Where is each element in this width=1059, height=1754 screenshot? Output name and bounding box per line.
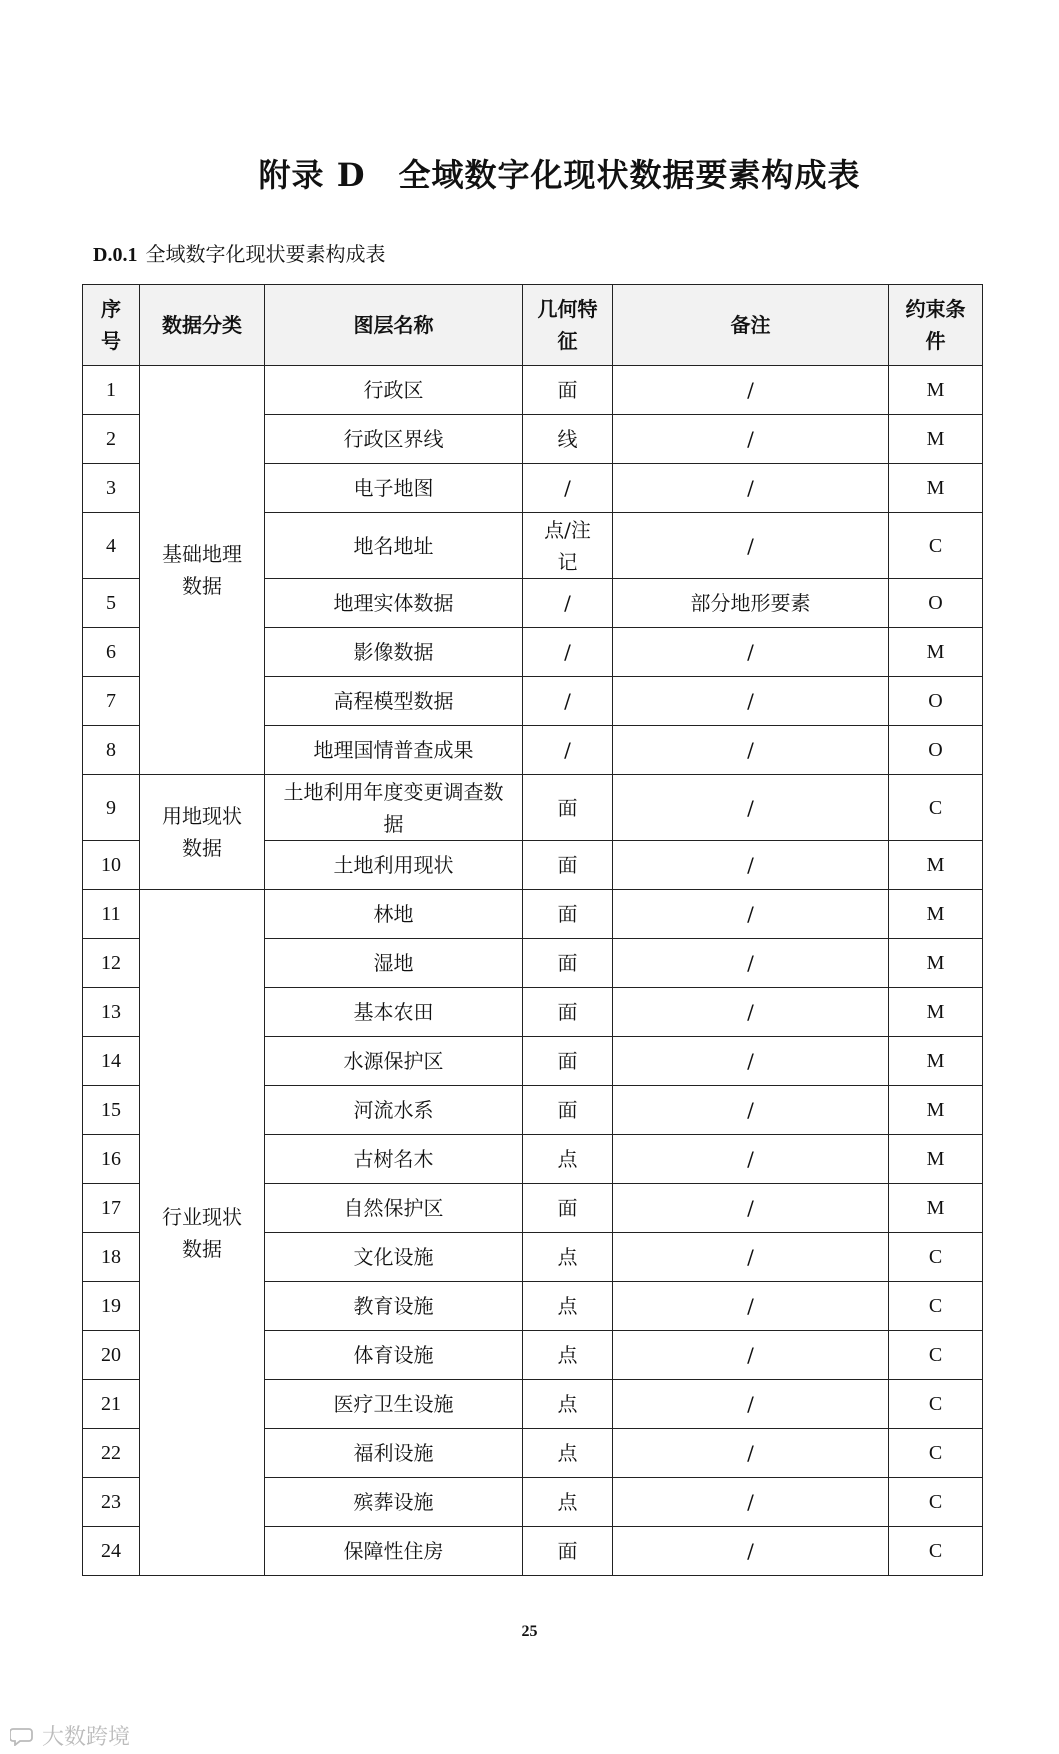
cell-layer: 电子地图	[265, 464, 523, 513]
cell-geometry: /	[523, 677, 613, 726]
cell-constraint: M	[889, 628, 983, 677]
cell-layer: 福利设施	[265, 1429, 523, 1478]
cell-layer: 医疗卫生设施	[265, 1380, 523, 1429]
cell-note: /	[613, 1478, 889, 1527]
cell-layer: 教育设施	[265, 1282, 523, 1331]
cell-constraint: M	[889, 841, 983, 890]
cell-constraint: C	[889, 1233, 983, 1282]
cell-layer: 土地利用现状	[265, 841, 523, 890]
cell-seq: 10	[83, 841, 140, 890]
cell-note: /	[613, 677, 889, 726]
cell-seq: 13	[83, 988, 140, 1037]
cell-constraint: O	[889, 726, 983, 775]
cell-note: 部分地形要素	[613, 579, 889, 628]
cell-constraint: M	[889, 464, 983, 513]
cell-seq: 4	[83, 513, 140, 579]
header-note: 备注	[613, 285, 889, 366]
cell-seq: 20	[83, 1331, 140, 1380]
cell-geometry: 面	[523, 1184, 613, 1233]
cell-layer: 行政区	[265, 366, 523, 415]
cell-note: /	[613, 1184, 889, 1233]
cell-layer: 高程模型数据	[265, 677, 523, 726]
cell-seq: 11	[83, 890, 140, 939]
cell-seq: 14	[83, 1037, 140, 1086]
cell-seq: 8	[83, 726, 140, 775]
header-layer: 图层名称	[265, 285, 523, 366]
table-caption	[93, 238, 385, 267]
cell-layer: 影像数据	[265, 628, 523, 677]
page-number: 25	[521, 1623, 538, 1640]
cell-note: /	[613, 513, 889, 579]
cell-geometry: /	[523, 579, 613, 628]
cell-note: /	[613, 1086, 889, 1135]
cell-geometry: /	[523, 628, 613, 677]
cell-constraint: M	[889, 1184, 983, 1233]
cell-constraint: C	[889, 513, 983, 579]
cell-geometry: 点	[523, 1478, 613, 1527]
cell-seq: 15	[83, 1086, 140, 1135]
cell-constraint: O	[889, 579, 983, 628]
cell-layer: 林地	[265, 890, 523, 939]
cell-seq: 17	[83, 1184, 140, 1233]
cell-constraint: O	[889, 677, 983, 726]
header-seq: 序号	[83, 285, 140, 366]
header-geometry: 几何特征	[523, 285, 613, 366]
cell-constraint: M	[889, 366, 983, 415]
header-constraint: 约束条件	[889, 285, 983, 366]
cell-constraint: C	[889, 1331, 983, 1380]
cell-layer: 基本农田	[265, 988, 523, 1037]
cell-note: /	[613, 1429, 889, 1478]
cell-seq: 9	[83, 775, 140, 841]
cell-note: /	[613, 415, 889, 464]
table-header-row	[83, 285, 983, 366]
cell-seq: 22	[83, 1429, 140, 1478]
cell-note: /	[613, 775, 889, 841]
cell-geometry: 面	[523, 1086, 613, 1135]
cell-geometry: 点	[523, 1380, 613, 1429]
cell-seq: 24	[83, 1527, 140, 1576]
cell-note: /	[613, 1331, 889, 1380]
cell-geometry: 面	[523, 939, 613, 988]
cell-geometry: 面	[523, 366, 613, 415]
chat-bubble-icon	[10, 1726, 36, 1746]
cell-seq: 21	[83, 1380, 140, 1429]
cell-constraint: C	[889, 1380, 983, 1429]
cell-constraint: M	[889, 1135, 983, 1184]
cell-layer: 文化设施	[265, 1233, 523, 1282]
cell-geometry: /	[523, 726, 613, 775]
cell-constraint: M	[889, 988, 983, 1037]
cell-seq: 23	[83, 1478, 140, 1527]
cell-seq: 18	[83, 1233, 140, 1282]
cell-seq: 12	[83, 939, 140, 988]
data-elements-table	[82, 284, 983, 1576]
cell-note: /	[613, 841, 889, 890]
cell-constraint: M	[889, 939, 983, 988]
cell-geometry: 点	[523, 1429, 613, 1478]
cell-geometry: 点	[523, 1282, 613, 1331]
cell-geometry: 线	[523, 415, 613, 464]
cell-layer: 保障性住房	[265, 1527, 523, 1576]
cell-constraint: C	[889, 1282, 983, 1331]
cell-note: /	[613, 939, 889, 988]
table-caption-text: 全域数字化现状要素构成表	[145, 242, 386, 266]
cell-note: /	[613, 1380, 889, 1429]
cell-category: 基础地理数据	[140, 366, 265, 775]
cell-note: /	[613, 1135, 889, 1184]
cell-note: /	[613, 1233, 889, 1282]
cell-seq: 19	[83, 1282, 140, 1331]
cell-note: /	[613, 1282, 889, 1331]
cell-geometry: 面	[523, 988, 613, 1037]
cell-note: /	[613, 726, 889, 775]
page-title: 附录 D 全域数字化现状数据要素构成表	[258, 156, 861, 194]
cell-layer: 地名地址	[265, 513, 523, 579]
table-number: D.0.1	[93, 244, 138, 266]
header-category: 数据分类	[140, 285, 265, 366]
cell-constraint: C	[889, 1527, 983, 1576]
cell-note: /	[613, 890, 889, 939]
cell-seq: 2	[83, 415, 140, 464]
cell-layer: 地理国情普查成果	[265, 726, 523, 775]
cell-layer: 湿地	[265, 939, 523, 988]
cell-constraint: M	[889, 1037, 983, 1086]
cell-layer: 殡葬设施	[265, 1478, 523, 1527]
cell-note: /	[613, 1527, 889, 1576]
cell-geometry: 面	[523, 841, 613, 890]
cell-seq: 7	[83, 677, 140, 726]
watermark	[10, 1720, 130, 1751]
cell-geometry: 点	[523, 1233, 613, 1282]
cell-layer: 土地利用年度变更调查数据	[265, 775, 523, 841]
table-row	[83, 366, 983, 415]
cell-category: 用地现状数据	[140, 775, 265, 890]
table-row	[83, 890, 983, 939]
cell-layer: 自然保护区	[265, 1184, 523, 1233]
cell-note: /	[613, 464, 889, 513]
cell-note: /	[613, 628, 889, 677]
cell-seq: 16	[83, 1135, 140, 1184]
cell-constraint: M	[889, 1086, 983, 1135]
watermark-text: 大数跨境	[42, 1725, 131, 1750]
cell-geometry: /	[523, 464, 613, 513]
cell-constraint: M	[889, 890, 983, 939]
cell-geometry: 面	[523, 1527, 613, 1576]
cell-geometry: 点	[523, 1135, 613, 1184]
cell-seq: 3	[83, 464, 140, 513]
cell-geometry: 点	[523, 1331, 613, 1380]
table-body	[83, 366, 983, 1576]
cell-layer: 行政区界线	[265, 415, 523, 464]
cell-note: /	[613, 366, 889, 415]
cell-constraint: C	[889, 775, 983, 841]
cell-seq: 1	[83, 366, 140, 415]
cell-note: /	[613, 988, 889, 1037]
cell-constraint: C	[889, 1478, 983, 1527]
cell-layer: 水源保护区	[265, 1037, 523, 1086]
table-row	[83, 775, 983, 841]
cell-layer: 地理实体数据	[265, 579, 523, 628]
cell-layer: 古树名木	[265, 1135, 523, 1184]
cell-note: /	[613, 1037, 889, 1086]
cell-layer: 河流水系	[265, 1086, 523, 1135]
cell-geometry: 面	[523, 775, 613, 841]
cell-seq: 5	[83, 579, 140, 628]
cell-constraint: M	[889, 415, 983, 464]
cell-constraint: C	[889, 1429, 983, 1478]
cell-category: 行业现状数据	[140, 890, 265, 1576]
cell-geometry: 面	[523, 890, 613, 939]
cell-geometry: 面	[523, 1037, 613, 1086]
cell-geometry: 点/注记	[523, 513, 613, 579]
cell-layer: 体育设施	[265, 1331, 523, 1380]
cell-seq: 6	[83, 628, 140, 677]
